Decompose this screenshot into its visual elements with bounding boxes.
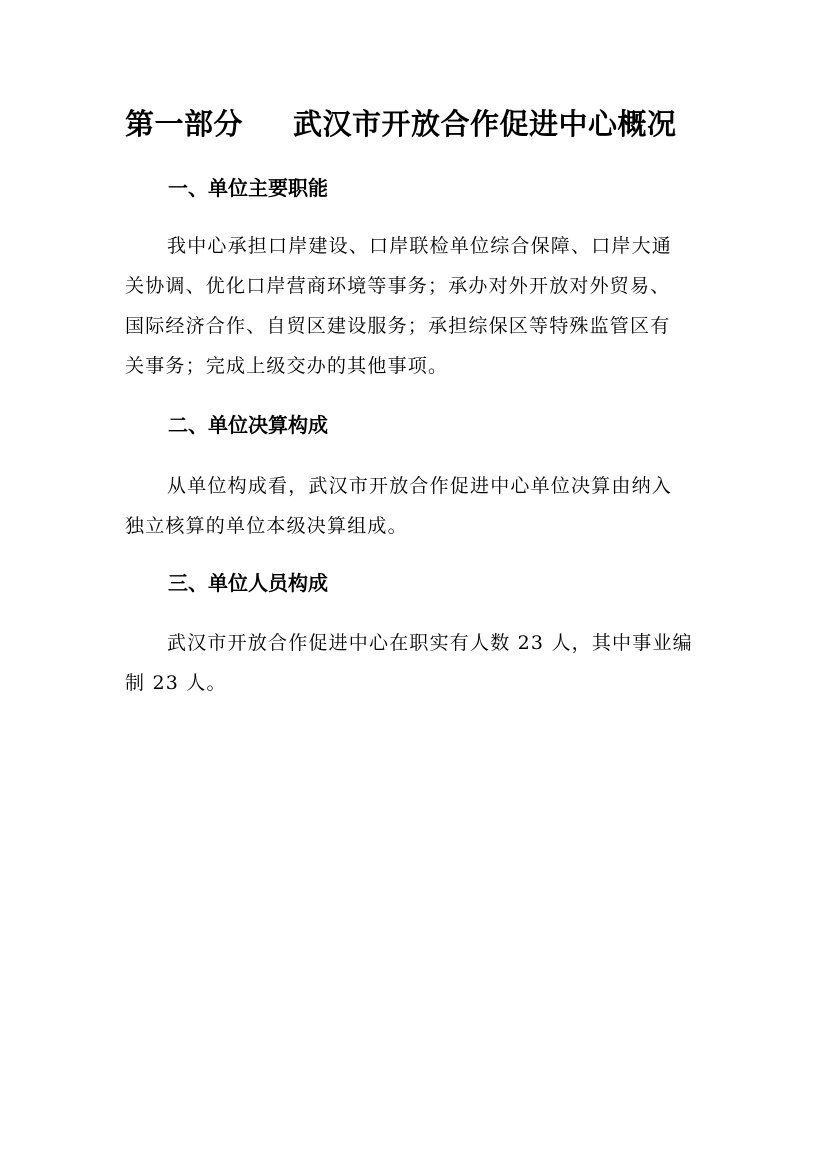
body-line: 独立核算的单位本级决算组成。 [125, 515, 408, 537]
body-line: 关事务；完成上级交办的其他事项。 [125, 355, 449, 377]
body-line: 制 23 人。 [125, 672, 227, 694]
title-text: 武汉市开放合作促进中心概况 [293, 107, 677, 141]
title-part-label: 第一部分 [125, 107, 244, 141]
section-heading-composition: 二、单位决算构成 [168, 413, 328, 437]
body-line: 武汉市开放合作促进中心在职实有人数 23 人，其中事业编 [167, 632, 693, 654]
body-line: 关协调、优化口岸营商环境等事务；承办对外开放对外贸易、 [125, 275, 671, 297]
section-heading-staff: 三、单位人员构成 [168, 571, 328, 595]
body-line: 从单位构成看，武汉市开放合作促进中心单位决算由纳入 [167, 475, 673, 497]
section-body-staff [125, 623, 691, 703]
body-line: 国际经济合作、自贸区建设服务；承担综保区等特殊监管区有 [125, 315, 671, 337]
page-title [125, 102, 725, 146]
section-heading-functions: 一、单位主要职能 [168, 176, 328, 200]
body-line: 我中心承担口岸建设、口岸联检单位综合保障、口岸大通 [167, 235, 673, 257]
section-body-composition [125, 466, 691, 546]
section-body-functions [125, 226, 691, 386]
